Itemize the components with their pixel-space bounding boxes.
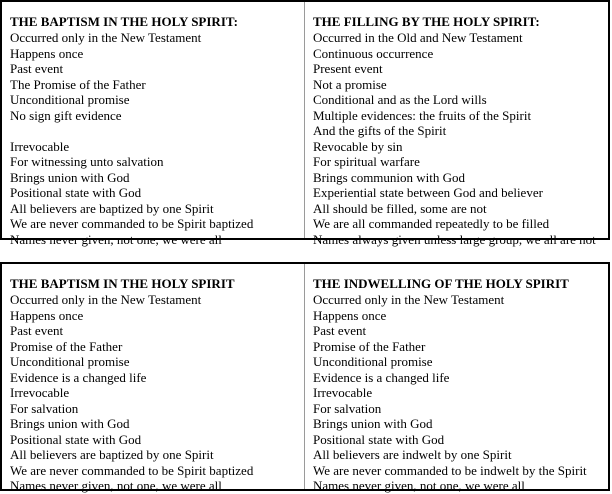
list-item: No sign gift evidence	[10, 107, 122, 123]
list-item: Brings union with God	[313, 416, 433, 431]
list-item: Unconditional promise	[313, 354, 433, 369]
list-item: Names never given, not one, we were all	[313, 478, 525, 493]
list-item: All should be filled, some are not	[313, 200, 487, 216]
list-item: Unconditional promise	[10, 92, 130, 107]
list-item: We are never commanded to be Spirit baptized	[10, 216, 254, 231]
list-item: Unconditional promise	[10, 354, 130, 369]
list-item: We are all commanded repeatedly to be filled	[313, 216, 550, 231]
comparison-table-baptism-vs-filling	[0, 0, 610, 247]
list-item: We are never commanded to be indwelt by the Spirit	[313, 462, 587, 478]
list-item: Brings union with God	[10, 416, 130, 431]
list-item: All believers are baptized by one Spirit	[10, 447, 214, 462]
list-item: Irrevocable	[10, 385, 70, 400]
list-item: Positional state with God	[313, 431, 445, 447]
column-heading: THE BAPTISM IN THE HOLY SPIRIT:	[10, 14, 238, 29]
list-item: Multiple evidences: the fruits of the Spirit	[313, 107, 532, 123]
list-item: Brings union with God	[10, 169, 130, 185]
list-item: Promise of the Father	[10, 338, 123, 354]
filling-column	[305, 2, 608, 247]
list-item: Promise of the Father	[313, 338, 426, 354]
indwelling-column	[305, 264, 608, 493]
list-item: For spiritual warfare	[313, 154, 420, 169]
list-item: Not a promise	[313, 76, 387, 92]
list-item: Conditional and as the Lord wills	[313, 92, 487, 107]
list-item: Positional state with God	[10, 431, 142, 447]
list-item: Names always given unless large group, we all are not	[313, 231, 596, 247]
list-item: And the gifts of the Spirit	[313, 123, 447, 138]
list-item: Happens once	[10, 45, 84, 61]
baptism-column	[2, 2, 305, 247]
list-item: The Promise of the Father	[10, 76, 146, 92]
column-heading: THE FILLING BY THE HOLY SPIRIT:	[313, 14, 540, 29]
list-item: Past event	[313, 323, 367, 338]
list-item: Past event	[10, 61, 64, 76]
column-heading: THE INDWELLING OF THE HOLY SPIRIT	[313, 276, 569, 291]
list-item: Occurred only in the New Testament	[313, 292, 505, 307]
list-item: For salvation	[313, 400, 382, 416]
list-item: Happens once	[10, 307, 84, 323]
list-item: Occurred only in the New Testament	[10, 30, 202, 45]
list-item: For witnessing unto salvation	[10, 154, 164, 169]
list-item: We are never commanded to be Spirit baptized	[10, 462, 254, 478]
list-item: Names never given, not one, we were all	[10, 231, 222, 247]
comparison-table-baptism-vs-indwelling	[0, 262, 610, 491]
list-item: Occurred only in the New Testament	[10, 292, 202, 307]
list-item: Happens once	[313, 307, 387, 323]
list-item: Past event	[10, 323, 64, 338]
baptism-column	[2, 264, 305, 493]
list-item: Brings communion with God	[313, 169, 466, 185]
list-item: Evidence is a changed life	[10, 369, 147, 385]
list-item: Irrevocable	[10, 138, 70, 154]
list-item: For salvation	[10, 400, 79, 416]
list-item: Evidence is a changed life	[313, 369, 450, 385]
list-item: All believers are indwelt by one Spirit	[313, 447, 512, 462]
list-item: Present event	[313, 61, 383, 76]
list-item	[10, 123, 304, 139]
column-heading: THE BAPTISM IN THE HOLY SPIRIT	[10, 276, 235, 291]
list-item: Irrevocable	[313, 385, 373, 400]
list-item: All believers are baptized by one Spirit	[10, 200, 214, 216]
list-item: Names never given, not one, we were all	[10, 478, 222, 493]
list-item: Experiential state between God and believer	[313, 185, 543, 200]
list-item: Continuous occurrence	[313, 45, 434, 61]
list-item: Occurred in the Old and New Testament	[313, 30, 523, 45]
list-item: Revocable by sin	[313, 138, 403, 154]
list-item: Positional state with God	[10, 185, 142, 200]
